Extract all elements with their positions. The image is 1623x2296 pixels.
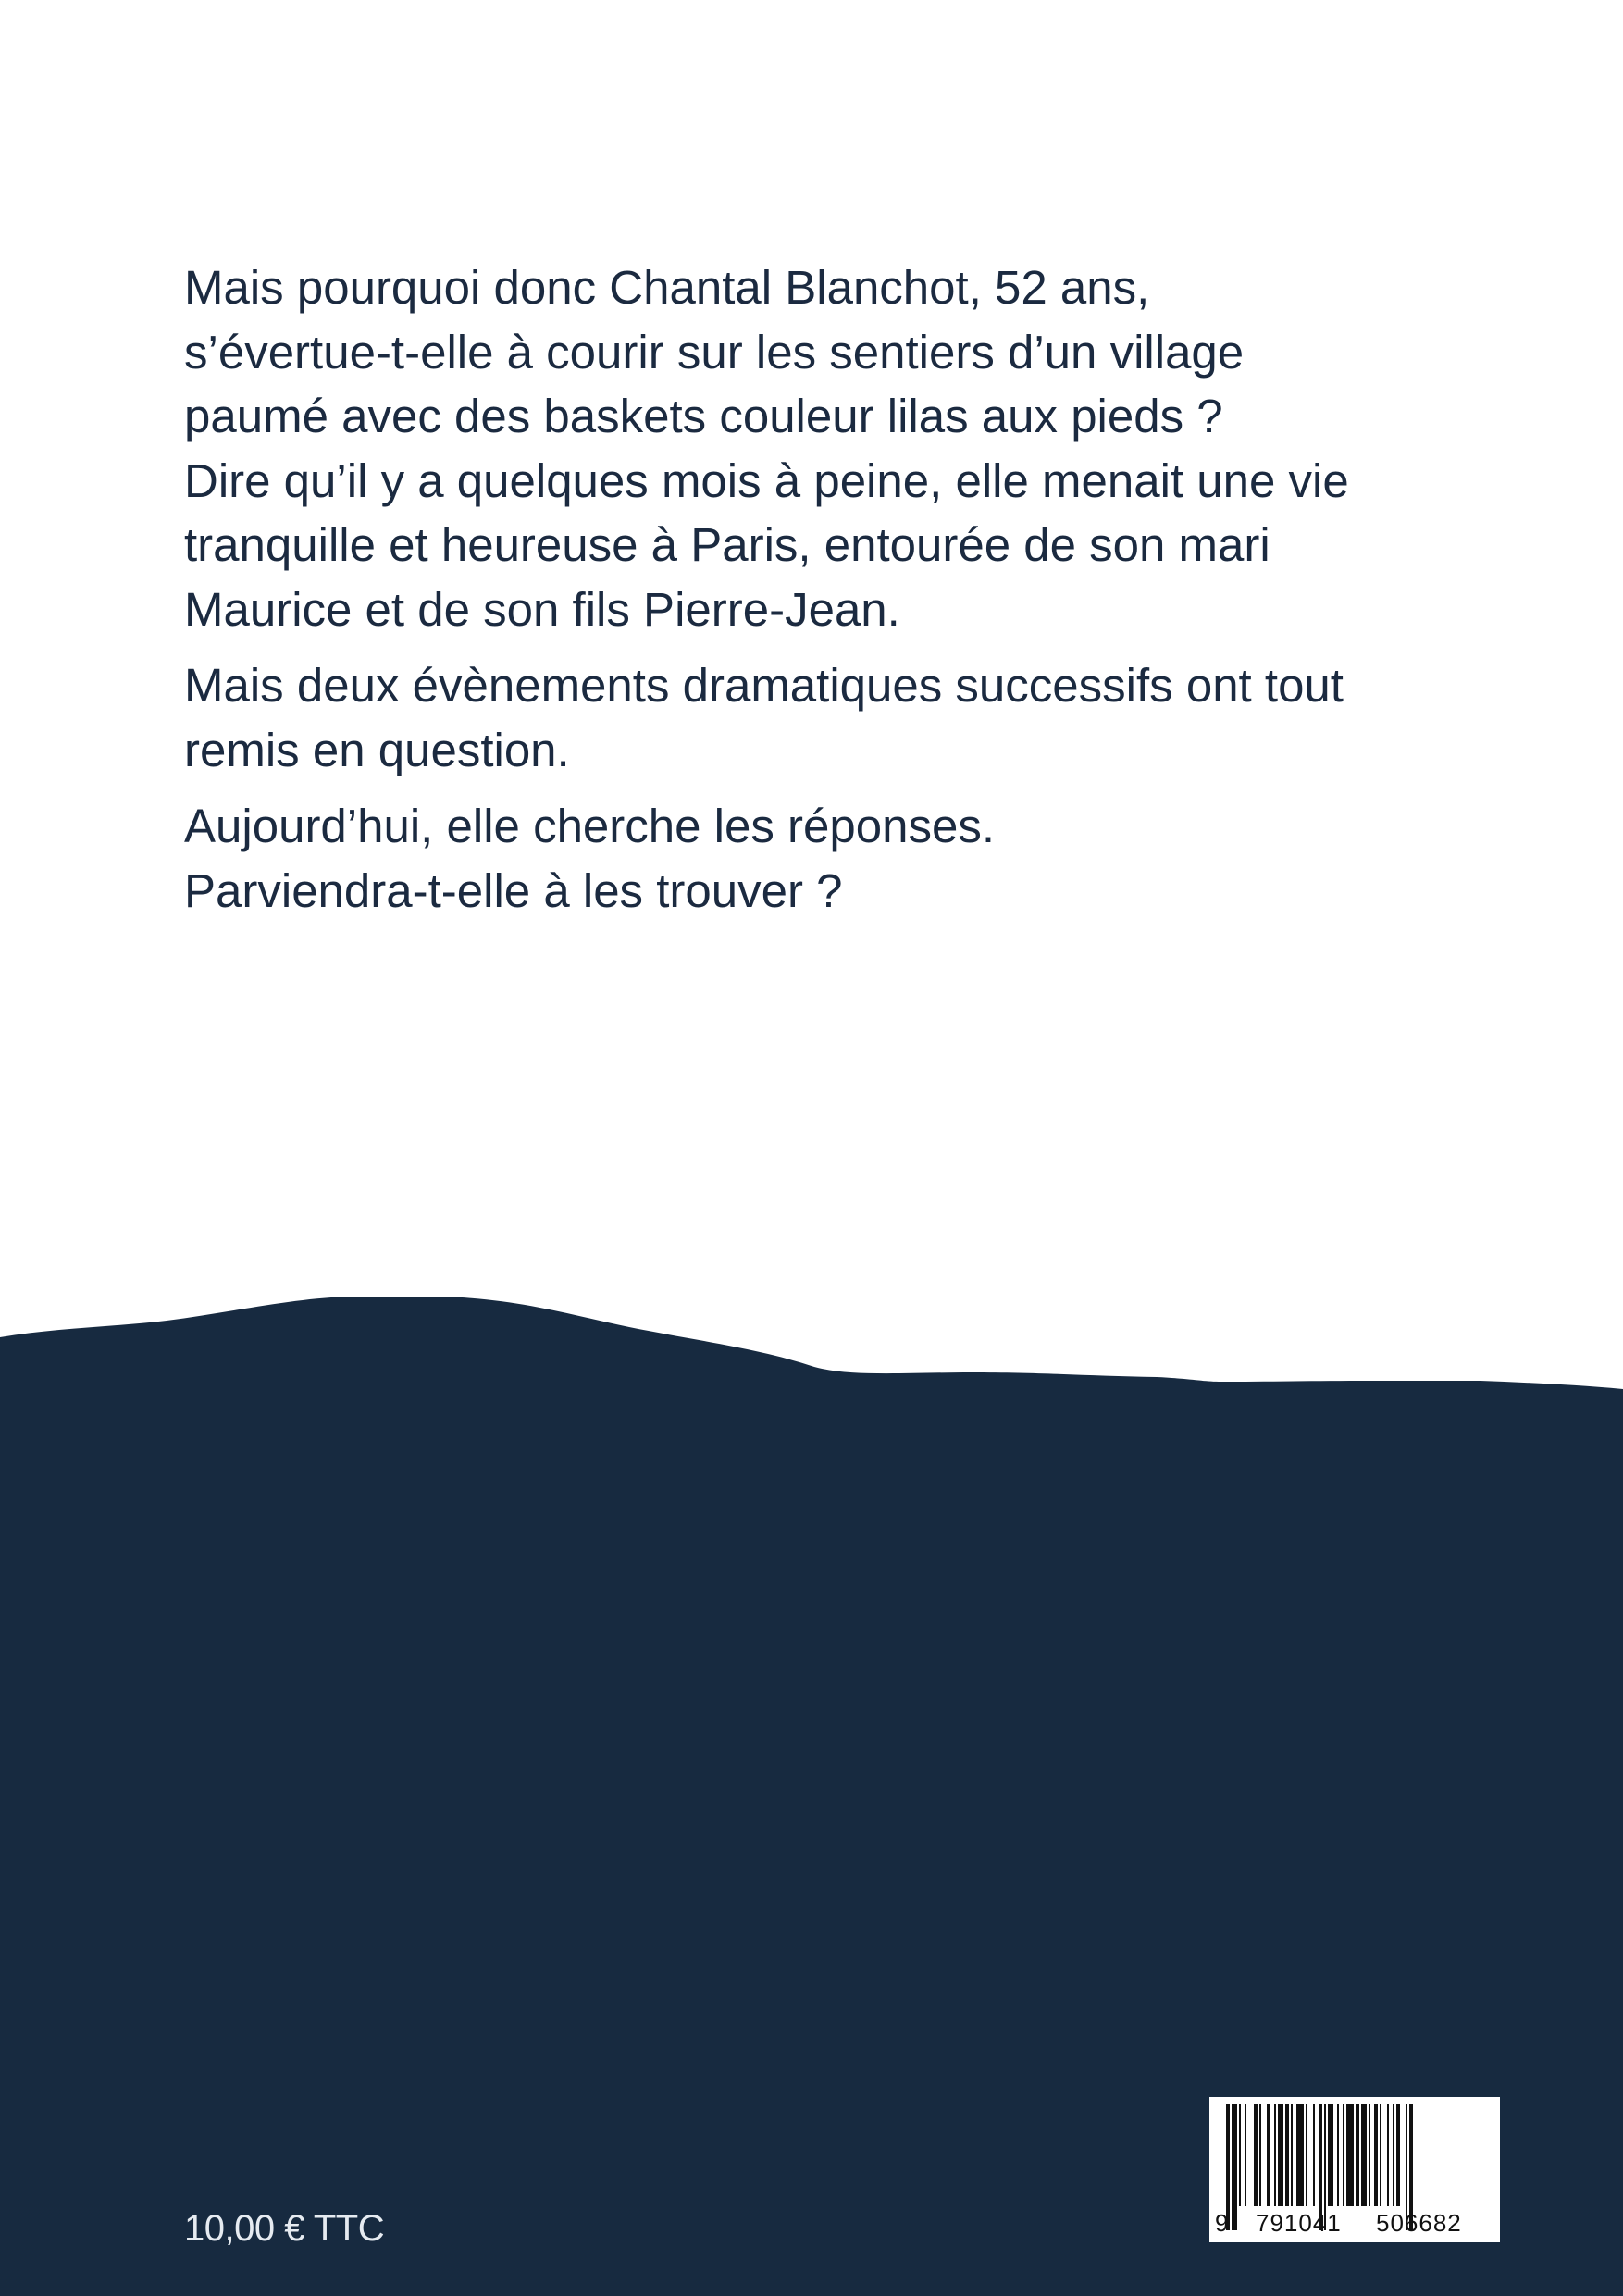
blurb-line: remis en question.: [184, 723, 570, 776]
barcode-bar: [1343, 2104, 1344, 2206]
barcode-bar: [1245, 2104, 1246, 2206]
barcode-bar: [1306, 2104, 1307, 2206]
blurb-line: Mais deux évènements dramatiques successifs ont tout: [184, 659, 1344, 712]
barcode-first-digit: 9: [1215, 2209, 1229, 2237]
barcode-bar: [1239, 2104, 1241, 2206]
isbn-barcode: [1209, 2097, 1500, 2242]
barcode-bar: [1387, 2104, 1389, 2206]
blurb-line: Parviendra-t-elle à les trouver ?: [184, 863, 843, 917]
barcode-bar: [1393, 2104, 1394, 2206]
barcode-bar: [1369, 2104, 1370, 2206]
barcode-bar: [1296, 2104, 1304, 2206]
barcode-right-digits: 506682: [1376, 2209, 1462, 2237]
blurb-line: Dire qu’il y a quelques mois à peine, elle menait une vie: [184, 453, 1349, 507]
barcode-bar: [1259, 2104, 1261, 2206]
barcode-bar: [1396, 2104, 1400, 2206]
barcode-bar: [1337, 2104, 1339, 2206]
barcode-bar: [1274, 2104, 1276, 2206]
blurb-line: tranquille et heureuse à Paris, entourée de son mari: [184, 518, 1270, 571]
blurb-line: Maurice et de son fils Pierre-Jean.: [184, 582, 900, 636]
barcode-bar: [1291, 2104, 1293, 2206]
blurb-line: paumé avec des baskets couleur lilas aux pieds ?: [184, 390, 1223, 442]
barcode-bar: [1232, 2104, 1237, 2230]
barcode-bar: [1313, 2104, 1315, 2206]
barcode-bar: [1267, 2104, 1270, 2206]
barcode-bar: [1374, 2104, 1378, 2206]
barcode-left-digits: 791041: [1256, 2209, 1342, 2237]
blurb-line: Aujourd’hui, elle cherche les réponses.: [184, 800, 996, 852]
barcode-bar: [1328, 2104, 1333, 2206]
price-label: 10,00 € TTC: [184, 2208, 385, 2249]
barcode-bar: [1278, 2104, 1283, 2206]
barcode-bar: [1254, 2104, 1258, 2206]
barcode-bar: [1361, 2104, 1367, 2206]
barcode-bar: [1285, 2104, 1289, 2206]
barcode-bar: [1380, 2104, 1381, 2206]
barcode-bar: [1356, 2104, 1359, 2206]
blurb-line: Mais pourquoi donc Chantal Blanchot, 52 ans,: [184, 261, 1150, 314]
barcode-bar: [1346, 2104, 1354, 2206]
blurb-line: s’évertue-t-elle à courir sur les sentiers d’un village: [184, 325, 1245, 379]
back-cover-blurb: [184, 255, 1480, 923]
